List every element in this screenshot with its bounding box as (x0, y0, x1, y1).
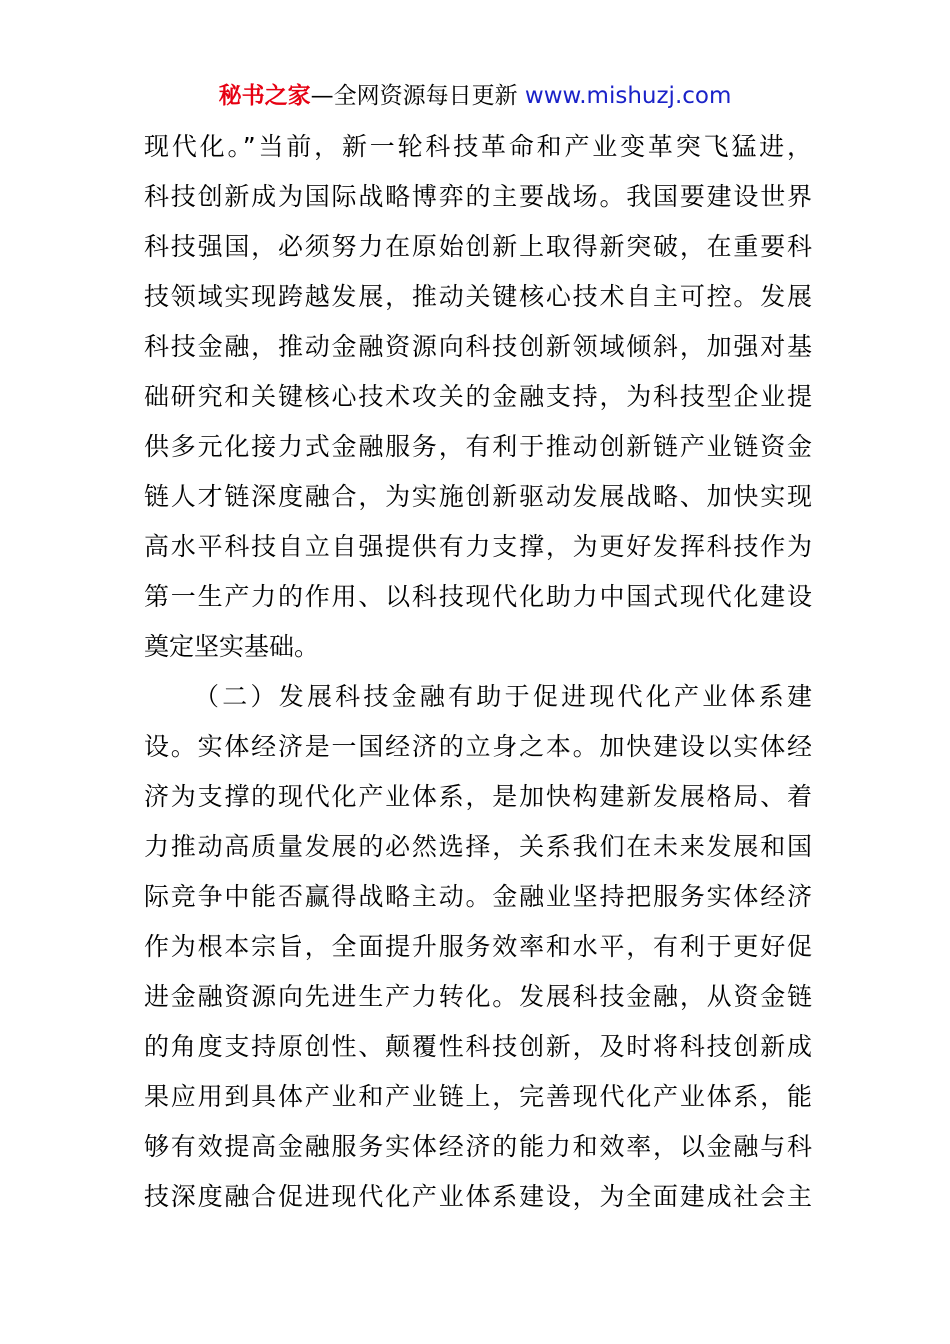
text-line: 高水平科技自立自强提供有力支撑，为更好发挥科技作为 (144, 532, 812, 561)
text-line: 技深度融合促进现代化产业体系建设，为全面建成社会主 (144, 1182, 812, 1211)
text-line: 第一生产力的作用、以科技现代化助力中国式现代化建设 (144, 582, 812, 611)
document-body (144, 122, 812, 1222)
text-line: 果应用到具体产业和产业链上，完善现代化产业体系，能 (144, 1082, 812, 1111)
text-line: 科技创新成为国际战略博弈的主要战场。我国要建设世界 (144, 182, 812, 211)
text-line: 奠定坚实基础。 (144, 632, 320, 661)
paragraph-2 (144, 672, 812, 1222)
text-line: 力推动高质量发展的必然选择，关系我们在未来发展和国 (144, 832, 812, 861)
text-line: 技领域实现跨越发展，推动关键核心技术自主可控。发展 (144, 282, 812, 311)
section-heading-line: （二）发展科技金融有助于促进现代化产业体系建 (194, 682, 812, 711)
text-line: 进金融资源向先进生产力转化。发展科技金融，从资金链 (144, 982, 812, 1011)
site-tagline: —全网资源每日更新 (310, 83, 525, 109)
text-line: 链人才链深度融合，为实施创新驱动发展战略、加快实现 (144, 482, 812, 511)
text-line: 现代化。”当前，新一轮科技革命和产业变革突飞猛进， (144, 132, 812, 161)
site-url-link[interactable]: www.mishuzj.com (524, 83, 732, 109)
text-line: 础研究和关键核心技术攻关的金融支持，为科技型企业提 (144, 382, 812, 411)
text-line: 科技金融，推动金融资源向科技创新领域倾斜，加强对基 (144, 332, 812, 361)
site-brand: 秘书之家 (218, 83, 311, 109)
text-line: 济为支撑的现代化产业体系，是加快构建新发展格局、着 (144, 782, 812, 811)
text-line: 际竞争中能否赢得战略主动。金融业坚持把服务实体经济 (144, 882, 812, 911)
paragraph-1 (144, 122, 812, 672)
text-line: 够有效提高金融服务实体经济的能力和效率，以金融与科 (144, 1132, 812, 1161)
text-line: 作为根本宗旨，全面提升服务效率和水平，有利于更好促 (144, 932, 812, 961)
text-line: 设。实体经济是一国经济的立身之本。加快建设以实体经 (144, 732, 812, 761)
site-header (0, 80, 950, 112)
text-line: 供多元化接力式金融服务，有利于推动创新链产业链资金 (144, 432, 812, 461)
text-line: 的角度支持原创性、颠覆性科技创新，及时将科技创新成 (144, 1032, 812, 1061)
text-line: 科技强国，必须努力在原始创新上取得新突破，在重要科 (144, 232, 812, 261)
